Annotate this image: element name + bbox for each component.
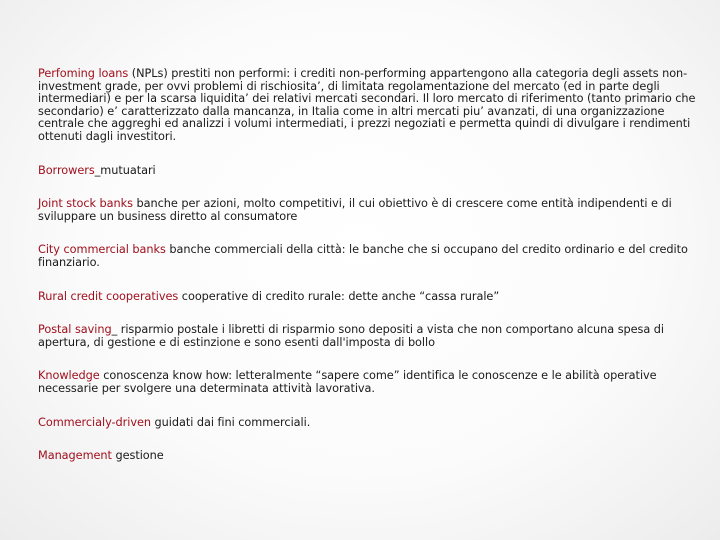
- glossary-entry-city-commercial-banks: [38, 244, 698, 269]
- glossary-definition: _ risparmio postale i libretti di risparmio sono depositi a vista che non comportano alcuna spesa di apertura, di gestione e di estinzione e sono esenti dall'imposta di bollo: [38, 323, 665, 349]
- glossary-definition: guidati dai fini commerciali.: [150, 415, 311, 429]
- glossary-term: Postal saving: [38, 323, 112, 337]
- glossary-term: Perfoming loans: [38, 67, 129, 80]
- glossary-definition: gestione: [111, 449, 164, 463]
- glossary-entry-management: [38, 450, 698, 463]
- glossary-term: Commercialy-driven: [38, 415, 151, 429]
- glossary-term: City commercial banks: [38, 243, 166, 257]
- glossary-term: Rural credit cooperatives: [38, 289, 179, 303]
- glossary-entry-npl: [38, 68, 698, 144]
- glossary-definition: conoscenza know how: letteralmente “sapere come” identifica le conoscenze e le abilità operative necessarie per svolgere una determinata attività lavorativa.: [38, 369, 657, 395]
- glossary-entry-borrowers: [38, 165, 698, 178]
- glossary-term: Management: [38, 449, 112, 463]
- glossary-definition: _mutuatari: [94, 163, 156, 177]
- glossary-entry-commercialy-driven: [38, 417, 698, 430]
- glossary-entry-joint-stock-banks: [38, 198, 698, 223]
- glossary-term: Borrowers: [38, 163, 95, 177]
- glossary-definition: banche commerciali della città: le banche che si occupano del credito ordinario e del credito finanziario.: [38, 243, 688, 269]
- glossary-slide: [38, 68, 698, 484]
- glossary-entry-postal-saving: [38, 324, 698, 349]
- glossary-definition: cooperative di credito rurale: dette anche “cassa rurale”: [178, 289, 500, 303]
- glossary-entry-knowledge: [38, 370, 698, 395]
- glossary-definition: banche per azioni, molto competitivi, il cui obiettivo è di crescere come entità indipendenti e di sviluppare un business diretto al consumatore: [38, 197, 672, 223]
- glossary-term: Joint stock banks: [38, 197, 133, 211]
- glossary-term: Knowledge: [38, 369, 100, 383]
- glossary-entry-rural-credit-cooperatives: [38, 291, 698, 304]
- glossary-definition: (NPLs) prestiti non performi: i crediti non-performing appartengono alla categoria degli assets non-investment grade, per ovvi problemi di rischiosita’, di limitata regolamentazione del mercato (ed in parte degli intermediari) e per la scarsa liquidita’ dei relativi mercati secondari. Il loro mercato di riferimento (tanto primario che secondario) e’ caratterizzato dalla mancanza, in Italia come in altri mercati piu’ avanzati, di una organizzazione centrale che aggreghi ed analizzi i volumi intermediati, i prezzi negoziati e permetta quindi di divulgare i rendimenti ottenuti dagli investitori.: [38, 67, 696, 143]
